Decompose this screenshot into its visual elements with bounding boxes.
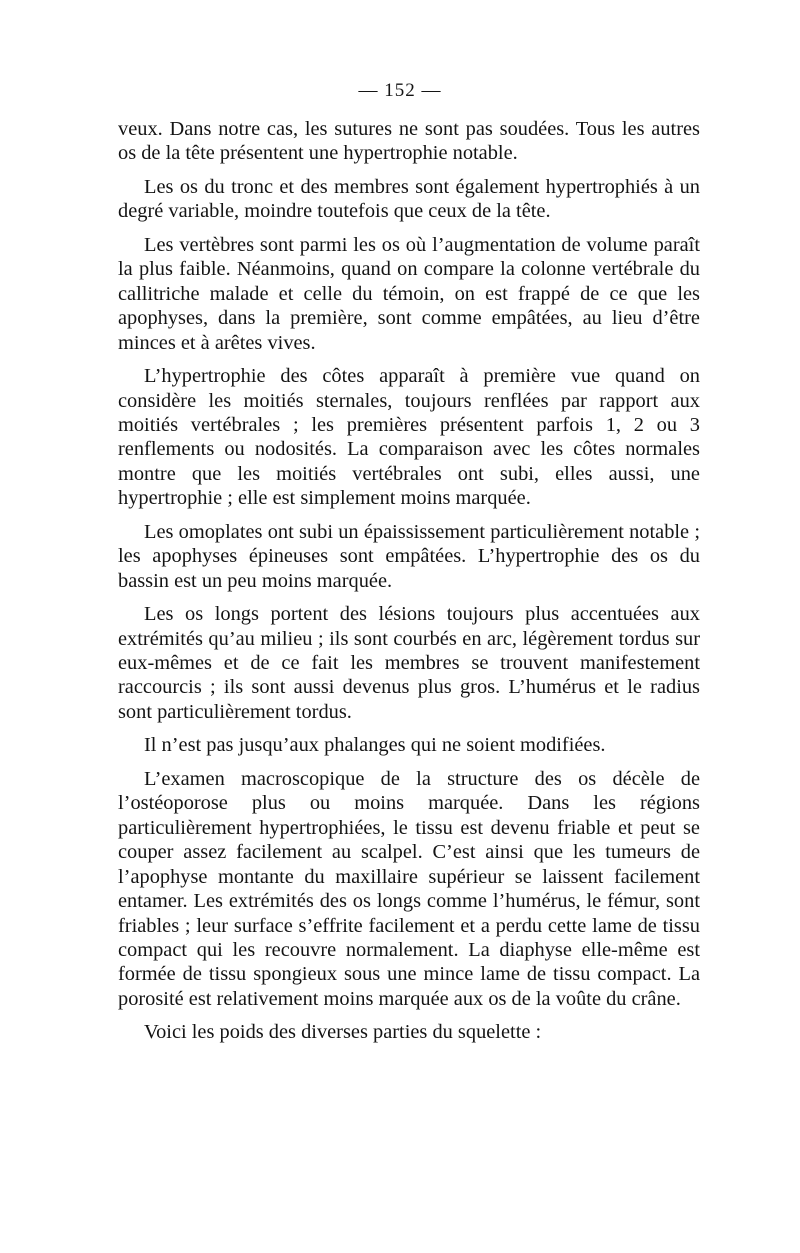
paragraph: Les vertèbres sont parmi les os où l’augmentation de volume paraît la plus faible. Néanmoins, quand on compare la colonne vertébrale du callitriche malade et celle du témoin, on est frappé de ce que les apophyses, dans la première, sont comme empâtées, au lieu d’être minces et à arêtes vives.	[118, 234, 700, 354]
paragraph: L’examen macroscopique de la structure des os décèle de l’ostéoporose plus ou moins marquée. Dans les régions particulièrement hypertrophiées, le tissu est devenu friable et peut se couper assez facilement au scalpel. C’est ainsi que les tumeurs de l’apophyse montante du maxillaire supérieur se laissent facilement entamer. Les extrémités des os longs comme l’humérus, le fémur, sont friables ; leur surface s’effrite facilement et a perdu cette lame de tissu compact qui les recouvre normalement. La diaphyse elle-même est formée de tissu spongieux sous une mince lame de tissu compact. La porosité est relativement moins marquée aux os de la voûte du crâne.	[118, 768, 700, 1010]
paragraph: L’hypertrophie des côtes apparaît à première vue quand on considère les moitiés sternales, toujours renflées par rapport aux moitiés vertébrales ; les premières présentent parfois 1, 2 ou 3 renflements ou nodosités. La comparaison avec les côtes normales montre que les moitiés vertébrales ont subi, elles aussi, une hypertrophie ; elle est simplement moins marquée.	[118, 365, 700, 510]
page-number: — 152 —	[358, 80, 442, 101]
paragraph: Les os du tronc et des membres sont également hypertrophiés à un degré variable, moindre toutefois que ceux de la tête.	[118, 176, 700, 223]
body-text	[118, 117, 700, 1045]
paragraph: Les os longs portent des lésions toujours plus accentuées aux extrémités qu’au milieu ; ils sont courbés en arc, légèrement tordus sur eux-mêmes et de ce fait les membres se trouvent manifestement raccourcis ; ils sont aussi devenus plus gros. L’humérus et le radius sont particulièrement tordus.	[118, 603, 700, 723]
paragraph: Les omoplates ont subi un épaississement particulièrement notable ; les apophyses épineuses sont empâtées. L’hypertrophie des os du bassin est un peu moins marquée.	[118, 520, 700, 592]
paragraph: Voici les poids des diverses parties du squelette :	[144, 1021, 542, 1044]
paragraph: veux. Dans notre cas, les sutures ne sont pas soudées. Tous les autres os de la tête présentent une hypertrophie notable.	[118, 118, 700, 165]
paragraph: Il n’est pas jusqu’aux phalanges qui ne soient modifiées.	[144, 734, 606, 757]
